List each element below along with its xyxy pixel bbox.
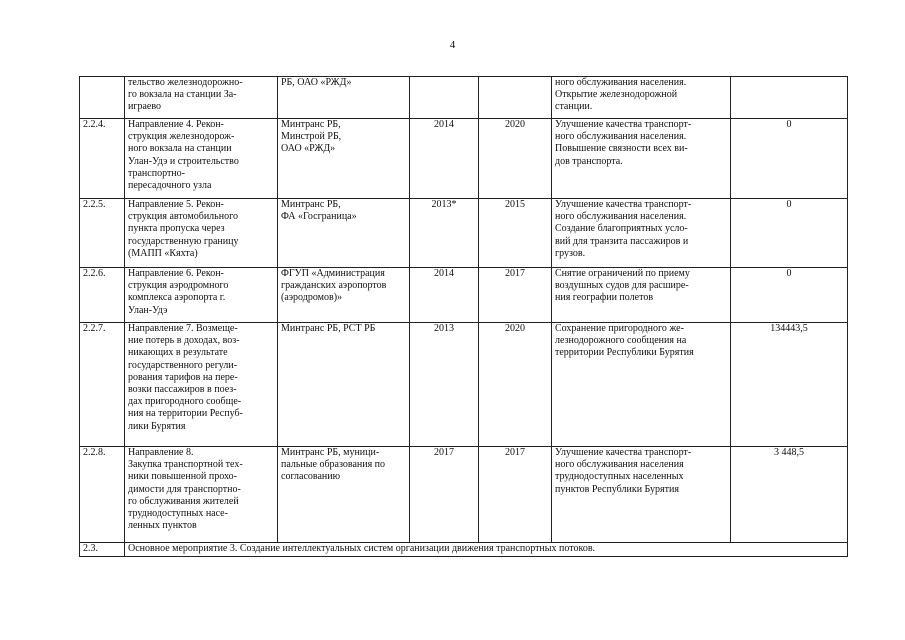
measure-name-cell: тельство железнодорожно- го вокзала на станции За- играево <box>125 77 278 119</box>
expected-result-cell: Сохранение пригородного же- лезнодорожного сообщения на территории Республики Бурятия <box>552 323 731 447</box>
section-row <box>80 543 848 557</box>
executor-cell: Минтранс РБ, ФА «Госграница» <box>278 199 410 268</box>
expected-result-cell: Улучшение качества транспорт- ного обслуживания населения. Создание благоприятных усло- вий для транзита пассажиров и грузов. <box>552 199 731 268</box>
end-year-cell: 2017 <box>479 447 552 543</box>
start-year-cell: 2013 <box>410 323 479 447</box>
row-number-cell: 2.2.4. <box>80 119 125 199</box>
end-year-cell <box>479 77 552 119</box>
row-number-cell: 2.2.7. <box>80 323 125 447</box>
start-year-cell <box>410 77 479 119</box>
start-year-cell: 2014 <box>410 268 479 323</box>
section-title-cell: Основное мероприятие 3. Создание интеллектуальных систем организации движения транспортных потоков. <box>125 543 848 557</box>
executor-cell: ФГУП «Администрация гражданских аэропортов (аэродромов)» <box>278 268 410 323</box>
executor-cell: Минтранс РБ, муници- пальные образования по согласованию <box>278 447 410 543</box>
funding-amount-cell: 0 <box>731 268 848 323</box>
start-year-cell: 2013* <box>410 199 479 268</box>
table-row <box>80 323 848 447</box>
end-year-cell: 2020 <box>479 323 552 447</box>
table-row <box>80 268 848 323</box>
executor-cell: Минтранс РБ, Минстрой РБ, ОАО «РЖД» <box>278 119 410 199</box>
measure-name-cell: Направление 5. Рекон- струкция автомобильного пункта пропуска через государственную границу (МАПП «Кяхта) <box>125 199 278 268</box>
table-row <box>80 119 848 199</box>
row-number-cell: 2.2.5. <box>80 199 125 268</box>
table-row <box>80 77 848 119</box>
measure-name-cell: Направление 7. Возмеще- ние потерь в доходах, воз- никающих в результате государственного регули- рования тарифов на пере- возки пассажиров в поез- дах пригородного сообще- ния на территории Респуб- лики Бурятия <box>125 323 278 447</box>
end-year-cell: 2020 <box>479 119 552 199</box>
start-year-cell: 2017 <box>410 447 479 543</box>
executor-cell: РБ, ОАО «РЖД» <box>278 77 410 119</box>
funding-amount-cell: 0 <box>731 119 848 199</box>
expected-result-cell: Улучшение качества транспорт- ного обслуживания населения. Повышение связности всех ви- дов транспорта. <box>552 119 731 199</box>
row-number-cell <box>80 77 125 119</box>
measure-name-cell: Направление 8. Закупка транспортной тех- ники повышенной прохо- димости для транспортно- го обслуживания жителей труднодоступных насе- ленных пунктов <box>125 447 278 543</box>
measure-name-cell: Направление 6. Рекон- струкция аэродромного комплекса аэропорта г. Улан-Удэ <box>125 268 278 323</box>
funding-amount-cell: 3 448,5 <box>731 447 848 543</box>
row-number-cell: 2.2.6. <box>80 268 125 323</box>
funding-amount-cell <box>731 77 848 119</box>
end-year-cell: 2015 <box>479 199 552 268</box>
table-row <box>80 447 848 543</box>
expected-result-cell: Снятие ограничений по приему воздушных судов для расшире- ния географии полетов <box>552 268 731 323</box>
start-year-cell: 2014 <box>410 119 479 199</box>
executor-cell: Минтранс РБ, РСТ РБ <box>278 323 410 447</box>
funding-amount-cell: 134443,5 <box>731 323 848 447</box>
measure-name-cell: Направление 4. Рекон- струкция железнодорож- ного вокзала на станции Улан-Удэ и строительство транспортно- пересадочного узла <box>125 119 278 199</box>
expected-result-cell: Улучшение качества транспорт- ного обслуживания населения труднодоступных населенных пунктов Республики Бурятия <box>552 447 731 543</box>
section-number-cell: 2.3. <box>80 543 125 557</box>
expected-result-cell: ного обслуживания населения. Открытие железнодорожной станции. <box>552 77 731 119</box>
row-number-cell: 2.2.8. <box>80 447 125 543</box>
funding-amount-cell: 0 <box>731 199 848 268</box>
end-year-cell: 2017 <box>479 268 552 323</box>
table-row <box>80 199 848 268</box>
measures-table <box>79 76 848 557</box>
page-number: 4 <box>449 39 456 51</box>
